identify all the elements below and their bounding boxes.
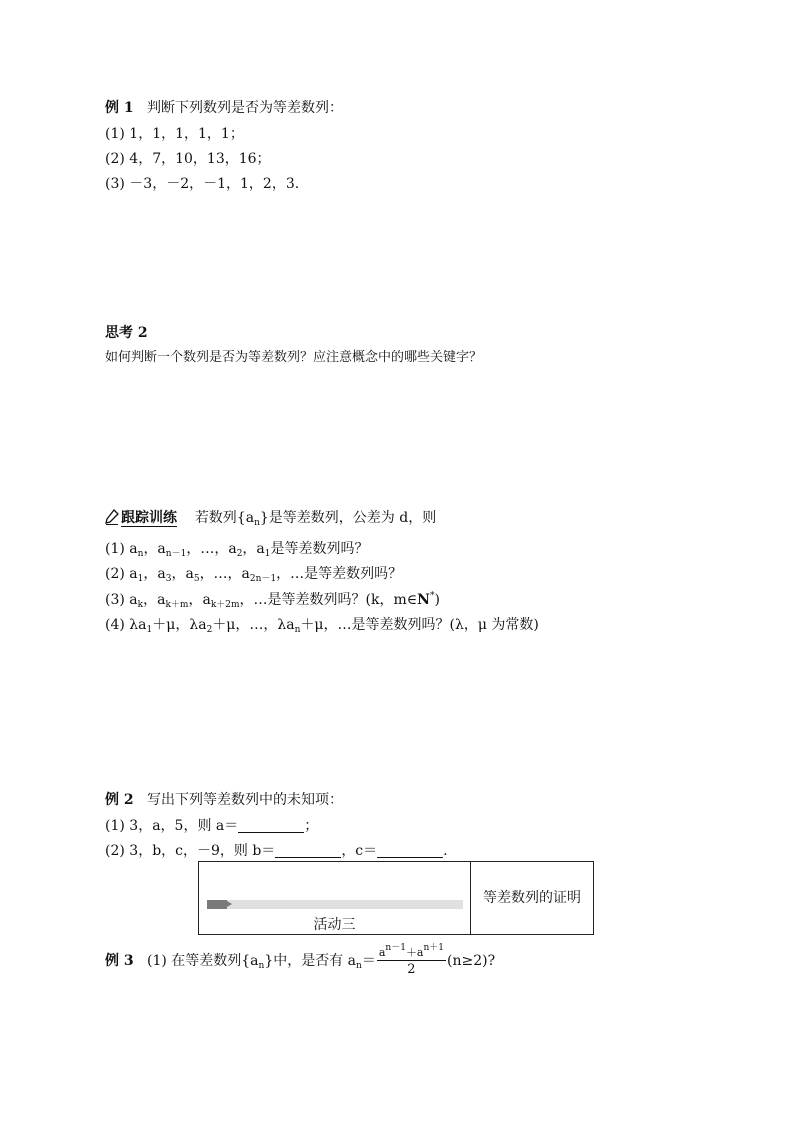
activity-label: 活动三 — [313, 917, 356, 933]
example-1-prompt: 判断下列数列是否为等差数列： — [146, 100, 343, 116]
example-2-line-2: (2) 3，b，c，－9，则 b＝ ，c＝ . — [105, 843, 448, 859]
example-2-line-1: (1) 3，a，5，则 a＝ ； — [105, 818, 319, 834]
track-q2: (2) $a_1$，$a_3$，$a_5$，…，$a_{2n-1}$，…是等差数列吗？ — [105, 566, 403, 584]
think-2-heading: 思考 2 — [105, 325, 148, 341]
example-1-item-1: (1) 1，1，1，1，1； — [105, 126, 244, 142]
answer-blank-c[interactable] — [377, 843, 443, 858]
example-1-label: 例 1 — [105, 100, 134, 116]
example-2-prompt: 写出下列等差数列中的未知项： — [146, 792, 343, 808]
track-q1: (1) $a_n$，$a_{n-1}$，…，$a_2$，$a_1$是等差数列吗？ — [105, 541, 369, 559]
track-q4: (4) $\lambda a_1+\mu$，$\lambda a_2+\mu$，…，$\lambda a_n+\mu$，…是等差数列吗？(λ，μ 为常数) — [105, 617, 539, 635]
example-3-label: 例 3 — [105, 953, 134, 969]
track-q3: (3) $a_k$，$a_{k+m}$，$a_{k+2m}$，…是等差数列吗？(k，m∈N*) — [105, 591, 440, 610]
track-heading — [105, 508, 436, 528]
think-2-question: 如何判断一个数列是否为等差数列？应注意概念中的哪些关键字？ — [105, 350, 483, 365]
activity-topic: 等差数列的证明 — [483, 890, 581, 906]
answer-blank-b[interactable] — [275, 843, 341, 858]
mean-fraction: $\frac{a^{n-1}+a^{n+1}}{2}$ — [378, 942, 445, 977]
answer-blank-a[interactable] — [238, 818, 304, 833]
example-3-condition: (n≥2)? — [447, 953, 496, 969]
example-1-item-2: (2) 4，7，10，13，16； — [105, 151, 271, 167]
progress-arrow-icon — [227, 901, 232, 907]
example-2-heading — [105, 790, 343, 810]
example-1-item-3: (3) －3，－2，－1，1，2，3. — [105, 176, 300, 192]
activity-cell — [199, 862, 470, 934]
example-2-label: 例 2 — [105, 792, 134, 808]
activity-progress-bar — [207, 900, 463, 909]
pencil-icon — [105, 509, 119, 525]
example-3-prompt: (1) 在等差数列$\{a_n\}$中，是否有 $a_n=$ — [146, 953, 376, 971]
activity-table — [198, 861, 594, 935]
track-intro: 若数列$\{a_n\}$是等差数列，公差为 d，则 — [194, 510, 437, 528]
activity-progress-fill — [207, 900, 227, 909]
example-1-heading — [105, 98, 343, 118]
track-title: 跟踪训练 — [121, 510, 177, 526]
example-3 — [105, 944, 495, 978]
